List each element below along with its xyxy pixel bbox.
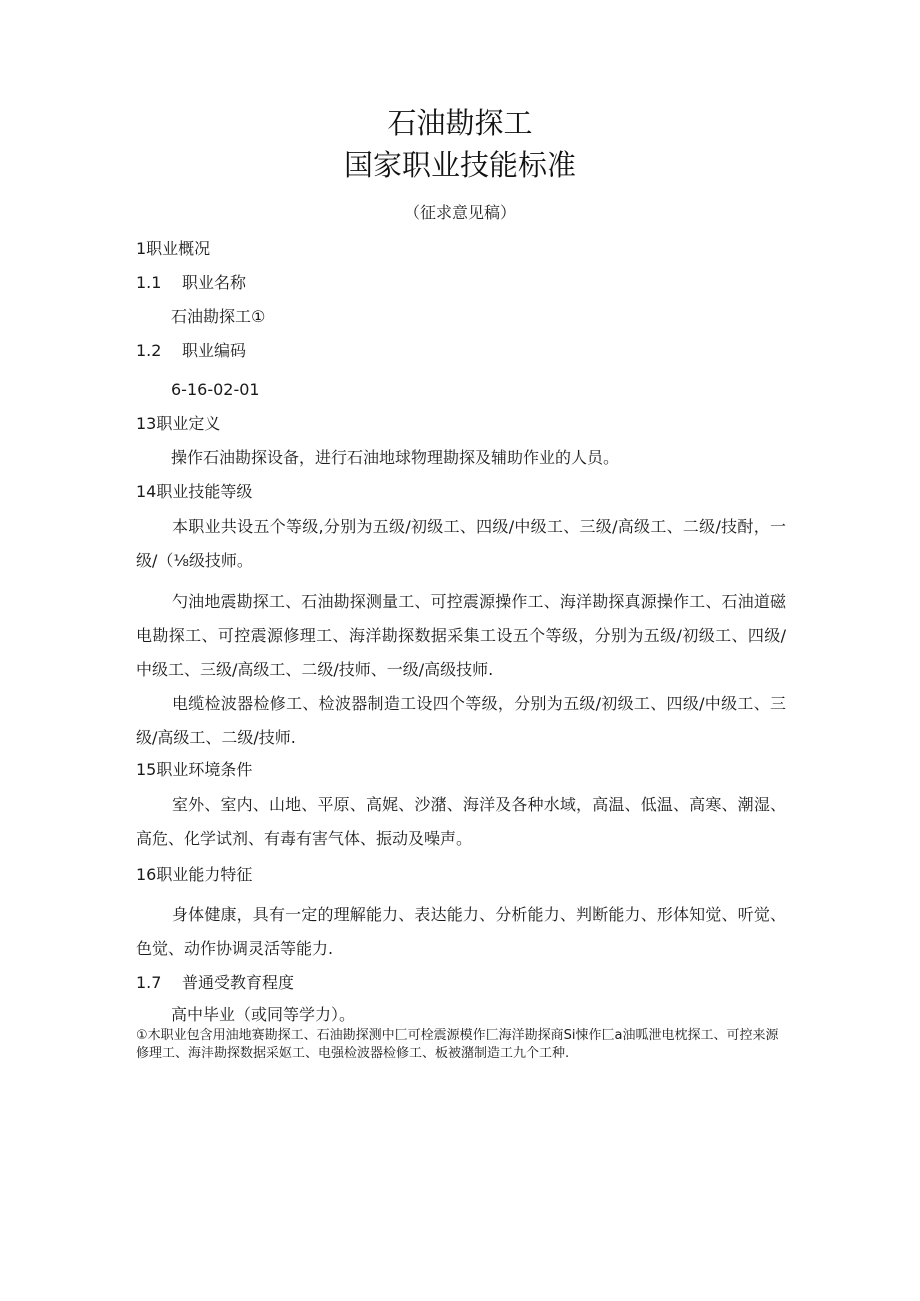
environment-paragraph: 室外、室内、山地、平原、高娓、沙潴、海洋及各种水域，高温、低温、高寒、潮湿、高危、化学试剂、有毒有害气体、振动及噪声。 (136, 795, 786, 848)
skill-levels-paragraph-2: 勺油地震勘探工、石油勘探测量工、可控震源操作工、海洋勘探真源操作工、石油道磁电勘探工、可控震源修理工、海洋勘探数据采集工设五个等级，分别为五级/初级工、四级/中级工、三级/高级工、二级/技师、一级/高级技师. (136, 592, 786, 679)
section-1-7-heading (136, 972, 294, 994)
skill-levels-paragraph-1: 本职业共设五个等级,分别为五级/初级工、四级/中级工、三级/高级工、二级/技酎，一级/（⅛级技师。 (136, 517, 786, 570)
document-subtitle: （征求意见稿） (403, 203, 516, 222)
section-1-4-heading: 14职业技能等级 (136, 482, 253, 501)
section-1-2-heading (136, 340, 246, 362)
section-number: 1.1 (136, 273, 162, 292)
skill-levels-paragraph-3: 电缆检波器检修工、检波器制造工设四个等级，分别为五级/初级工、四级/中级工、三级/高级工、二级/技师. (136, 694, 786, 747)
occupation-definition: 操作石油勘探设备，进行石油地球物理勘探及辅助作业的人员。 (171, 448, 620, 467)
section-1-3-heading: 13职业定义 (136, 414, 221, 433)
footnote: ①木职业包含用油地赛勘探工、石油勘探测中匚可栓震源模作匚海洋勘探商Si悚作匚a油呱泄电枕探工、可控来源修理工、海沣勘探数据采妪工、电强检波器检修工、板被潴制造工九个工种. (136, 1028, 779, 1061)
section-label: 职业名称 (182, 273, 247, 292)
section-1-5-heading: 15职业环境条件 (136, 760, 253, 779)
section-label: 普通受教育程度 (182, 973, 295, 992)
document-title-line2: 国家职业技能标准 (343, 148, 576, 182)
education-level: 高中毕业（或同等学力）。 (171, 1005, 356, 1024)
section-number: 1.2 (136, 341, 162, 360)
occupation-name: 石油勘探工① (171, 307, 266, 326)
ability-paragraph: 身体健康，具有一定的理解能力、表达能力、分析能力、判断能力、形体知觉、听觉、色觉、动作协调灵活等能力. (136, 905, 786, 958)
section-1-6-heading: 16职业能力特征 (136, 865, 253, 884)
section-1-1-heading (136, 272, 246, 294)
section-label: 职业编码 (182, 341, 247, 360)
occupation-code: 6-16-02-01 (171, 380, 260, 399)
section-1-heading: 1职业概况 (136, 239, 211, 258)
section-number: 1.7 (136, 973, 162, 992)
document-title-line1: 石油勘探工 (387, 106, 533, 140)
